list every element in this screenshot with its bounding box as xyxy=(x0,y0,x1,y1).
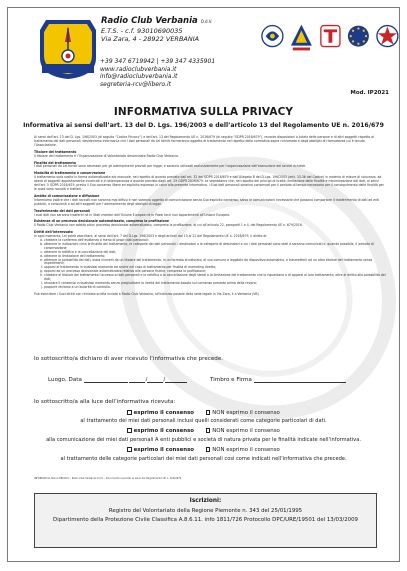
month-field[interactable] xyxy=(147,377,163,383)
place-date-row: Luogo, Data / / xyxy=(48,377,187,383)
checkbox[interactable] xyxy=(206,447,211,452)
consent-1-description: al trattamento dei miei dati personali inclusi quelli considerati come categorie particolari di dati. xyxy=(80,418,327,424)
list-item: b. ottenere le indicazioni circa le finalità del trattamento, le categorie dei dati personali, i destinatari o le categorie di destinatari a cui i dati personali sono stati o saranno comunicati e, quando possibile, il periodo di conservazione; xyxy=(44,243,386,251)
place-field[interactable] xyxy=(84,377,128,383)
checkbox[interactable] xyxy=(206,428,211,433)
section-title: Esistenza di un processo decisionale automatizzato, compresa la profilazione xyxy=(34,219,170,224)
consent-no-option[interactable]: NON esprimo il consenso xyxy=(206,428,280,434)
section-text: I suoi dati non saranno trasferiti né in Stati membri dell’Unione Europea né in Paesi terzi non appartenenti all’Unione Europea. xyxy=(34,212,230,217)
list-item: d. ottenere la limitazione del trattamento; xyxy=(44,255,386,259)
signature-label: Timbro e Firma xyxy=(210,377,252,383)
section-text: Il trattamento sarà svolto in forma automatizzata e/o manuale, nel rispetto di quanto previsto dall’art. 32 del GDPR 2016/679 e dall’Allegato B del D.Lgs. 196/2003 (artt. 33-36 del Codice) in materia di misure di sicurezza, ad opera di soggetti appositamente incaricati e in ottemperanza a quanto previsto dagli art. 29 GDPR 2016/679. Le segnaliamo che, nel rispetto dei principi di liceità, limitazione delle finalità e minimizzazione dei dati, ai sensi dell’art. 5 GDPR 2016/679, previo il Suo consenso libero ed esplicito espresso in calce alla presente informativa, i Suoi dati personali saranno conservati per il periodo di tempo necessario per il conseguimento delle finalità per le quali sono raccolti e trattati. xyxy=(34,175,384,191)
signature-row xyxy=(210,377,346,383)
section-title: Ambito di comunicazione e diffusione xyxy=(34,193,100,198)
list-item: i. revocare il consenso in qualsiasi momento senza pregiudicare la liceità del trattamento basata sul consenso prestato prima della revoca; xyxy=(44,282,386,286)
civil-protection-star-logo xyxy=(375,22,400,54)
club-ets: E.T.S. - c.f. 93010690035 xyxy=(101,27,183,35)
declaration-consent: Io sottoscritto/a alla luce dell’informativa ricevuta: xyxy=(34,399,176,405)
club-address: Via Zara, 4 - 28922 VERBANIA xyxy=(101,35,200,43)
section-title: Trasferimento dei dati personali xyxy=(34,208,91,213)
signature-field[interactable] xyxy=(254,377,346,383)
registration-line-1: Registro del Volontariato della Regione Piemonte n. 343 del 25/01/1995 xyxy=(108,507,303,514)
club-logo xyxy=(38,18,98,80)
club-website[interactable]: www.radioclubverbania.it xyxy=(100,65,177,73)
section-title: Diritti dell’interessato xyxy=(34,230,73,235)
list-item: c. ottenere la rettifica e la cancellazione dei dati; xyxy=(44,251,386,255)
form-code: Mod. IP2021 xyxy=(350,90,389,96)
list-item: j. proporre reclamo a un’autorità di controllo. xyxy=(44,286,386,290)
consent-2-description: alla comunicazione dei miei dati personali A enti pubblici e società di natura privata per le finalità indicate nell’informativa. xyxy=(46,437,361,443)
club-info xyxy=(101,16,251,43)
section-text: In ogni momento, Lei potrà esercitare, ai sensi dell’art. 7 del D.Lgs. 196/2003 e degli articoli dal 15 al 22 del Regolamento UE n. 2016/679, il diritto di: xyxy=(34,234,268,239)
year-field[interactable] xyxy=(165,377,187,383)
registration-title: Iscrizioni: xyxy=(189,498,222,504)
checkbox[interactable] xyxy=(206,410,211,415)
consent-no-option[interactable]: NON esprimo il consenso xyxy=(206,447,280,453)
consent-row-2 xyxy=(8,428,399,434)
radio-emblem-logo xyxy=(260,22,285,54)
checkbox[interactable] xyxy=(127,447,132,452)
document-page xyxy=(7,7,400,562)
section-text: Il titolare del trattamento è l’Organizzazione di Volontariato denominata Radio Club Verbania. xyxy=(34,153,179,158)
section-title: Finalità del trattamento xyxy=(34,160,76,165)
consent-yes-option[interactable]: esprimo il consenso xyxy=(127,447,194,453)
closing-paragraph: Può esercitare i Suoi diritti con richiesta scritta inviata a Radio Club Verbania, all’indirizzo postale della sede legale in Via Zara, 4 a Verbania (VB). xyxy=(34,291,260,296)
page-title: INFORMATIVA SULLA PRIVACY xyxy=(113,106,294,118)
day-field[interactable] xyxy=(129,377,145,383)
protezione-civile-logo xyxy=(289,22,314,54)
list-item: f. opporsi al trattamento in qualsiasi momento ed anche nel caso di trattamento per finalità di marketing diretto; xyxy=(44,266,386,270)
section-title: Titolare del trattamento xyxy=(34,149,77,154)
privacy-notice-body xyxy=(34,136,386,297)
consent-row-1 xyxy=(8,410,399,416)
consent-no-option[interactable]: NON esprimo il consenso xyxy=(206,410,280,416)
eu-stars-logo xyxy=(346,22,371,54)
club-contacts xyxy=(100,58,260,88)
place-date-label: Luogo, Data xyxy=(48,377,82,383)
document-header xyxy=(8,8,399,108)
list-item: h. chiedere al titolare del trattamento l’accesso ai dati personali e la rettifica o la cancellazione degli stessi o la limitazione del trattamento che lo riguardano o di opporsi al loro trattamento, oltre al diritto alla portabilità dei dati; xyxy=(44,274,386,282)
section-text: Informiamo inoltre che i dati raccolti non saranno mai diffusi e non saranno oggetto di comunicazione senza Suo esplicito consenso, salvo le comunicazioni necessarie che possono comportare il trasferimento di dati ad enti pubblici, a consulenti o ad altri soggetti per l’adempimento degli obblighi di legge. xyxy=(34,197,380,206)
consent-yes-option[interactable]: esprimo il consenso xyxy=(127,410,194,416)
footnote: INFORMATIVA SULLA PRIVACY - Radio Club Verbania O.d.V. - Documento riservato ai sensi del Regolamento UE n. 2016/679. xyxy=(34,477,182,480)
consent-yes-option[interactable]: esprimo il consenso xyxy=(127,428,194,434)
page-subtitle: Informativa ai sensi dell’art. 13 del D. Lgs. 196/2003 e dell’articolo 13 del Regolamento UE n. 2016/679 xyxy=(23,122,384,129)
intro-paragraph: Ai sensi dell’art. 13 del D. Lgs. 196/2003 (di seguito “Codice Privacy”) e dell’art. 13 del Regolamento UE n. 2016/679 (di seguito “GDPR 2016/679”), recante disposizioni a tutela delle persone e di altri soggetti rispetto al trattamento dei dati personali, desideriamo informarLa che i dati personali da Lei forniti formeranno oggetto di trattamento nel rispetto della normativa sopra richiamata e degli obblighi di riservatezza cui è tenuta l’Associazione. xyxy=(34,135,374,147)
rights-list xyxy=(34,239,386,290)
club-name: Radio Club Verbania O.d.V. xyxy=(101,16,213,26)
affiliation-logos xyxy=(260,22,400,62)
list-item: e. ottenere la portabilità dei dati, ossia riceverli da un titolare del trattamento, in un formato strutturato, di uso comune e leggibile da dispositivo automatico, e trasmetterli ad un altro titolare del trattamento senza impedimenti; xyxy=(44,259,386,267)
registration-line-2: Dipartimento della Protezione Civile Classifica A.8.6.11. info 1811/726 Protocollo DPC/URE/19501 del 13/03/2009 xyxy=(53,517,358,523)
club-phone: +39 347 6719942 | +39 347 4335901 xyxy=(100,58,216,65)
club-email[interactable]: info@radioclubverbania.it xyxy=(100,73,178,81)
section-text: I dati personali da Lei forniti sono necessari per gli adempimenti previsti per legge, e saranno utilizzati esclusivamente per l’organizzazione dell’esecuzione dei servizi richiesti. xyxy=(34,164,307,169)
checkbox[interactable] xyxy=(127,410,132,415)
section-title: Modalità di trattamento e conservazione xyxy=(34,171,106,176)
declaration-received: Io sottoscritto/a dichiaro di aver ricevuto l’informativa che precede. xyxy=(34,356,224,362)
registration-box xyxy=(34,493,377,548)
consent-row-3 xyxy=(8,447,399,453)
checkbox[interactable] xyxy=(127,428,132,433)
club-secretary-email[interactable]: segreteria-rcv@libero.it xyxy=(100,80,172,88)
list-item: a. chiedere la conferma dell’esistenza o meno di propri dati personali; xyxy=(44,239,386,243)
regione-logo xyxy=(318,22,343,54)
list-item: g. opporsi ad un processo decisionale automatizzato relativo alle persone fisiche, compresa la profilazione; xyxy=(44,270,386,274)
consent-3-description: al trattamento delle categorie particolari dei miei dati personali così come indicati nell’informativa che precede. xyxy=(60,456,347,462)
section-text: Il Radio Club Verbania non adotta alcun processo decisionale automatizzato, compresa la profilazione, di cui all’articolo 22, paragrafi 1 e 4, del Regolamento UE n. 679/2016. xyxy=(34,223,303,228)
